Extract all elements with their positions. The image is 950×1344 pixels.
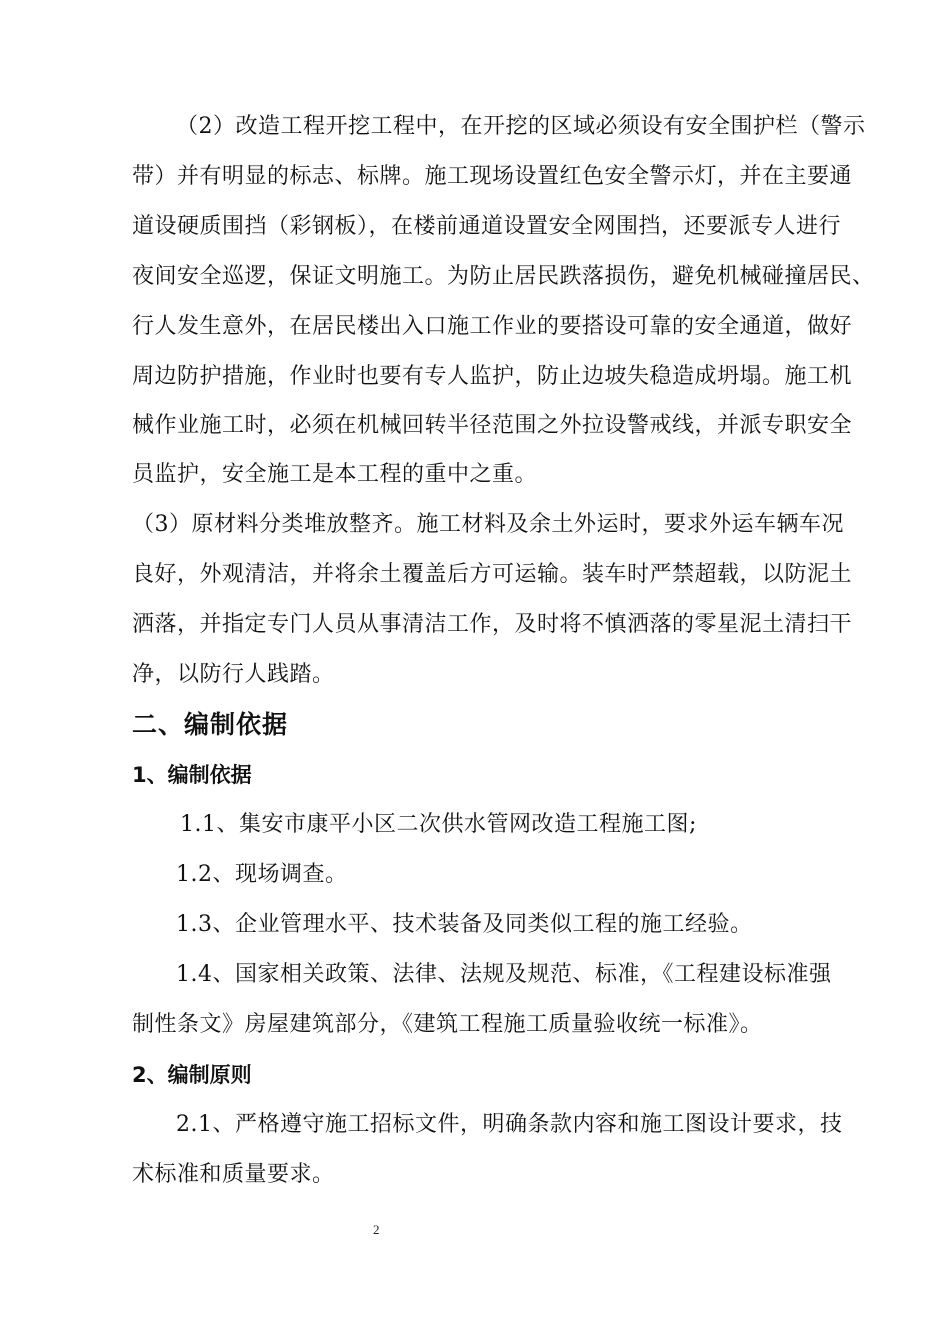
para2-line-4: 夜间安全巡逻，保证文明施工。为防止居民跌落损伤，避免机械碰撞居民、 xyxy=(132,264,875,289)
principle-item-2-1-line-1: 2.1、严格遵守施工招标文件，明确条款内容和施工图设计要求，技 xyxy=(176,1112,843,1137)
para2-line-7: 械作业施工时，必须在机械回转半径范围之外拉设警戒线，并派专职安全 xyxy=(132,413,853,438)
basis-item-1-3: 1.3、企业管理水平、技术装备及同类似工程的施工经验。 xyxy=(176,912,753,937)
para2-line-3: 道设硬质围挡（彩钢板），在楼前通道设置安全网围挡，还要派专人进行 xyxy=(132,214,842,239)
para3-line-2: 良好，外观清洁，并将余土覆盖后方可运输。装车时严禁超载，以防泥土 xyxy=(132,562,853,587)
principle-item-2-1-line-2: 术标准和质量要求。 xyxy=(132,1162,335,1187)
para2-line-1: （2）改造工程开挖工程中，在开挖的区域必须设有安全围护栏（警示 xyxy=(176,114,866,139)
basis-item-1-2: 1.2、现场调查。 xyxy=(176,862,348,887)
section-heading: 二、编制依据 xyxy=(132,710,289,739)
para3-line-4: 净，以防行人践踏。 xyxy=(132,662,335,687)
basis-item-1-4-line-1: 1.4、国家相关政策、法律、法规及规范、标准，《工程建设标准强 xyxy=(176,962,832,987)
para3-line-1: （3）原材料分类堆放整齐。施工材料及余土外运时，要求外运车辆车况 xyxy=(132,512,844,537)
subsection-heading-principles: 2、编制原则 xyxy=(132,1063,252,1087)
para3-line-3: 洒落，并指定专门人员从事清洁工作，及时将不慎洒落的零星泥土清扫干 xyxy=(132,612,853,637)
para2-line-2: 带）并有明显的标志、标牌。施工现场设置红色安全警示灯，并在主要通 xyxy=(132,164,853,189)
para2-line-6: 周边防护措施，作业时也要有专人监护，防止边坡失稳造成坍塌。施工机 xyxy=(132,364,853,389)
para2-line-8: 员监护，安全施工是本工程的重中之重。 xyxy=(132,462,538,487)
basis-item-1-1: 1.1、集安市康平小区二次供水管网改造工程施工图; xyxy=(180,812,697,837)
page-number: 2 xyxy=(373,1222,380,1237)
para2-line-5: 行人发生意外，在居民楼出入口施工作业的要搭设可靠的安全通道，做好 xyxy=(132,314,853,339)
subsection-heading-basis: 1、编制依据 xyxy=(132,763,252,787)
basis-item-1-4-line-2: 制性条文》房屋建筑部分，《建筑工程施工质量验收统一标准》。 xyxy=(132,1012,763,1037)
